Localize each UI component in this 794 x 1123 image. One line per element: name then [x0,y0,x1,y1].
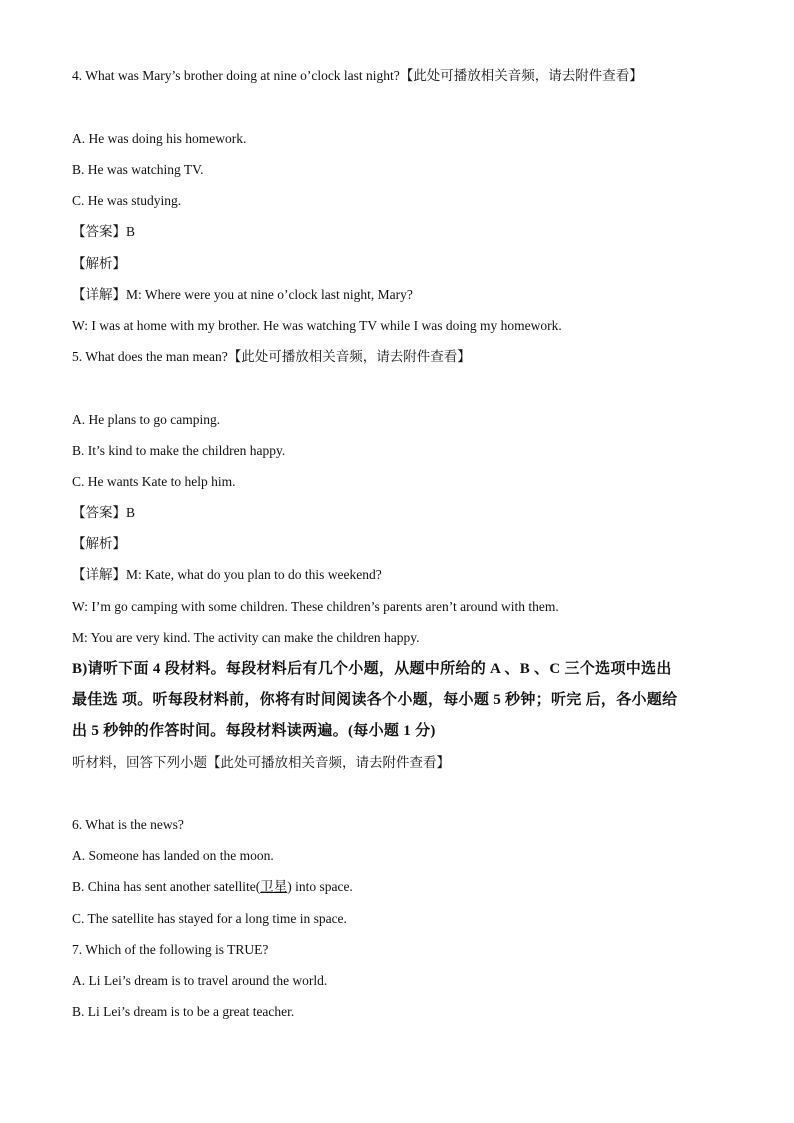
q4-option-a: A. He was doing his homework. [72,131,247,146]
q6-option-c: C. The satellite has stayed for a long time in space. [72,911,347,926]
q6-option-b-before: B. China has sent another satellite( [72,879,261,894]
q5-option-c: C. He wants Kate to help him. [72,474,236,489]
q5-option-b: B. It’s kind to make the children happy. [72,443,286,458]
q7-option-b: B. Li Lei’s dream is to be a great teacher. [72,1004,295,1019]
question-5-text: 5. What does the man mean?【此处可播放相关音频，请去附件查看】 [72,349,471,364]
q4-detail: 【详解】M: Where were you at nine o’clock last night, Mary? [72,287,413,302]
question-6-text: 6. What is the news? [72,817,184,832]
q5-detail: 【详解】M: Kate, what do you plan to do this weekend? [72,567,382,582]
q6-option-b-annotation: 卫星 [260,879,288,894]
q4-analysis-label: 【解析】 [72,256,126,271]
q5-option-a: A. He plans to go camping. [72,412,221,427]
section-b-instructions-line-3: 出 5 秒钟的作答时间。每段材料读两遍。(每小题 1 分) [72,723,436,739]
q4-detail-continued: W: I was at home with my brother. He was watching TV while I was doing my homework. [72,318,562,333]
q4-option-b: B. He was watching TV. [72,162,204,177]
q7-option-a: A. Li Lei’s dream is to travel around the world. [72,973,328,988]
question-4-text: 4. What was Mary’s brother doing at nine o’clock last night?【此处可播放相关音频，请去附件查看】 [72,68,643,83]
q5-analysis-label: 【解析】 [72,536,126,551]
q4-option-c: C. He was studying. [72,193,182,208]
q5-answer: 【答案】B [72,505,136,520]
q6-option-b-after: ) into space. [287,879,353,894]
q5-detail-continued-2: M: You are very kind. The activity can make the children happy. [72,630,420,645]
q6-option-b [72,878,353,896]
q5-detail-continued-1: W: I’m go camping with some children. These children’s parents aren’t around with them. [72,599,559,614]
q4-answer: 【答案】B [72,224,136,239]
section-b-instructions-line-1: B)请听下面 4 段材料。每段材料后有几个小题，从题中所给的 A 、B 、C 三个选项中选出 [72,661,672,677]
q6-option-a: A. Someone has landed on the moon. [72,848,274,863]
question-7-text: 7. Which of the following is TRUE? [72,942,269,957]
section-b-instructions-line-2: 最佳选 项。听每段材料前，你将有时间阅读各个小题，每小题 5 秒钟；听完 后，各小题给 [72,692,678,708]
section-b-listening-instruction: 听材料，回答下列小题【此处可播放相关音频，请去附件查看】 [72,755,450,770]
